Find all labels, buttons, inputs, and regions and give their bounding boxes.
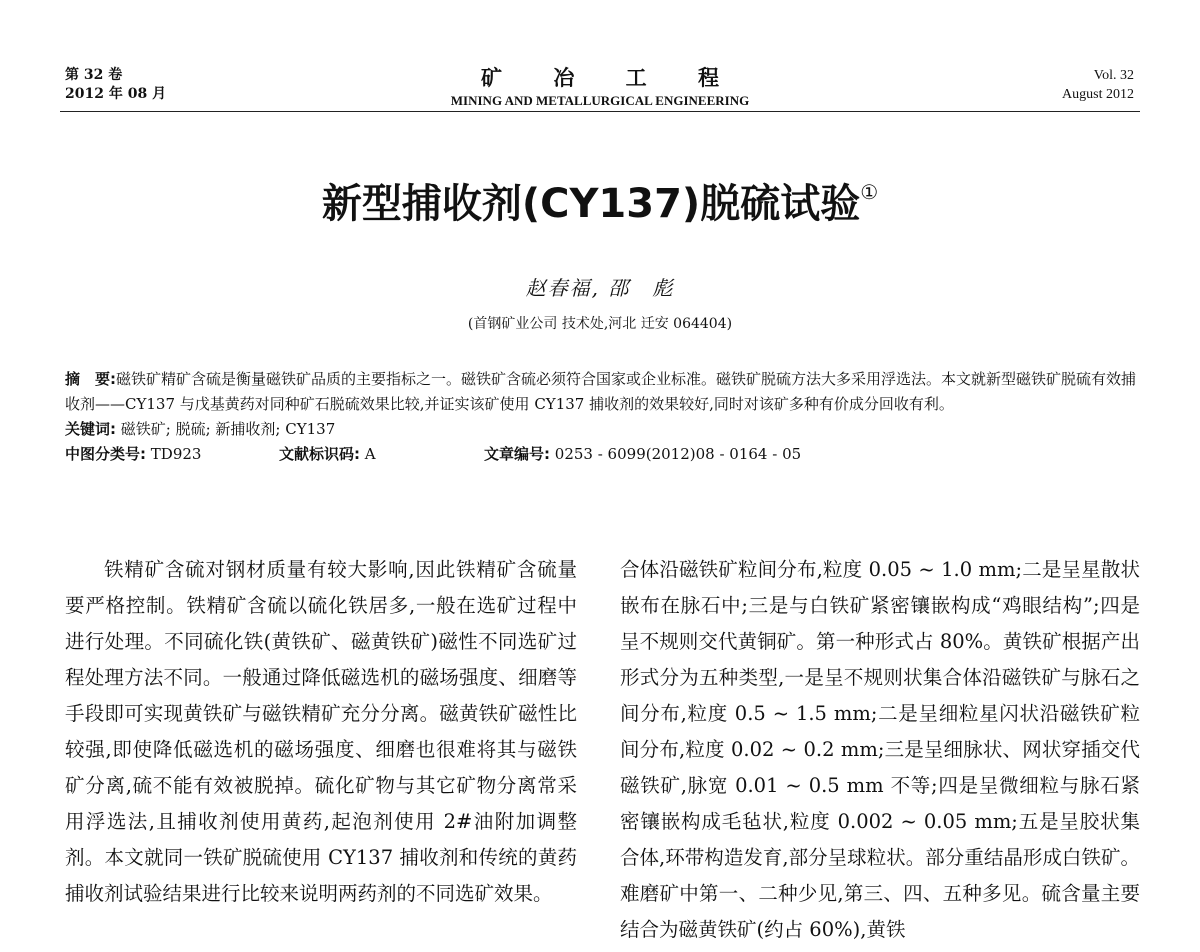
date-cn: 2012 年 08 月 (65, 86, 167, 102)
body-right-column (620, 552, 1140, 948)
abstract (65, 367, 1140, 417)
doc-code-value: A (364, 445, 376, 463)
paper-title (0, 172, 1200, 229)
volume-en: Vol. 32 (1093, 68, 1134, 83)
clc-label: 中图分类号: (65, 445, 146, 463)
clc-item (65, 442, 279, 467)
header-right (1062, 66, 1134, 104)
paper-title-text: 新型捕收剂(CY137)脱硫试验 (321, 181, 861, 227)
journal-name-cn: 矿 冶 工 程 (481, 65, 741, 90)
title-footnote-mark: ① (860, 180, 879, 204)
article-number-label: 文章编号: (484, 445, 550, 463)
body-left-column (65, 552, 577, 912)
journal-name-en: MINING AND METALLURGICAL ENGINEERING (450, 93, 750, 108)
article-number-item (484, 442, 801, 467)
authors: 赵春福, 邵 彪 (525, 276, 675, 300)
keywords-label: 关键词: (65, 420, 116, 438)
affiliation: (首钢矿业公司 技术处,河北 迁安 064404) (467, 316, 733, 332)
header-rule (60, 111, 1140, 112)
abstract-label: 摘 要: (65, 370, 116, 388)
keywords (65, 417, 1140, 442)
doc-code-label: 文献标识码: (279, 445, 360, 463)
clc-value: TD923 (150, 445, 202, 463)
doc-code-item (279, 442, 484, 467)
body-paragraph-intro: 铁精矿含硫对钢材质量有较大影响,因此铁精矿含硫量要严格控制。铁精矿含硫以硫化铁居多,一般在选矿过程中进行处理。不同硫化铁(黄铁矿、磁黄铁矿)磁性不同选矿过程处理方法不同。一般通过降低磁选机的磁场强度、细磨等手段即可实现黄铁矿与磁铁精矿充分分离。磁黄铁矿磁性比较强,即使降低磁选机的磁场强度、细磨也很难将其与磁铁矿分离,硫不能有效被脱掉。硫化矿物与其它矿物分离常采用浮选法,且捕收剂使用黄药,起泡剂使用 2#油附加调整剂。本文就同一铁矿脱硫使用 CY137 捕收剂和传统的黄药捕收剂试验结果进行比较来说明两药剂的不同选矿效果。 (65, 558, 577, 905)
classification-line (65, 442, 1140, 467)
header-center (0, 62, 1200, 109)
body-paragraph-mineralogy: 合体沿磁铁矿粒间分布,粒度 0.05 ~ 1.0 mm;二是呈星散状嵌布在脉石中;三是与白铁矿紧密镶嵌构成“鸡眼结构”;四是呈不规则交代黄铜矿。第一种形式占 80%。黄铁矿根据产出形式分为五种类型,一是呈不规则状集合体沿磁铁矿与脉石之间分布,粒度 0.5 ~ 1.5 mm;二是呈细粒星闪状沿磁铁矿粒间分布,粒度 0.02 ~ 0.2 mm;三是呈细脉状、网状穿插交代磁铁矿,脉宽 0.01 ~ 0.5 mm 不等;四是呈微细粒与脉石紧密镶嵌构成毛毡状,粒度 0.002 ~ 0.05 mm;五是呈胶状集合体,环带构造发育,部分呈球粒状。部分重结晶形成白铁矿。难磨矿中第一、二种少见,第三、四、五种多见。硫含量主要结合为磁黄铁矿(约占 60%),黄铁 (620, 558, 1140, 941)
keywords-text: 磁铁矿; 脱硫; 新捕收剂; CY137 (120, 420, 336, 438)
date-en: August 2012 (1062, 87, 1134, 102)
volume-cn: 第 32 卷 (65, 67, 123, 83)
abstract-text: 磁铁矿精矿含硫是衡量磁铁矿品质的主要指标之一。磁铁矿含硫必须符合国家或企业标准。磁铁矿脱硫方法大多采用浮选法。本文就新型磁铁矿脱硫有效捕收剂——CY137 与戊基黄药对同种矿石脱硫效果比较,并证实该矿使用 CY137 捕收剂的效果较好,同时对该矿多种有价成分回收有利。 (65, 370, 1137, 413)
article-number-value: 0253 - 6099(2012)08 - 0164 - 05 (554, 445, 802, 463)
abstract-block (65, 367, 1140, 467)
